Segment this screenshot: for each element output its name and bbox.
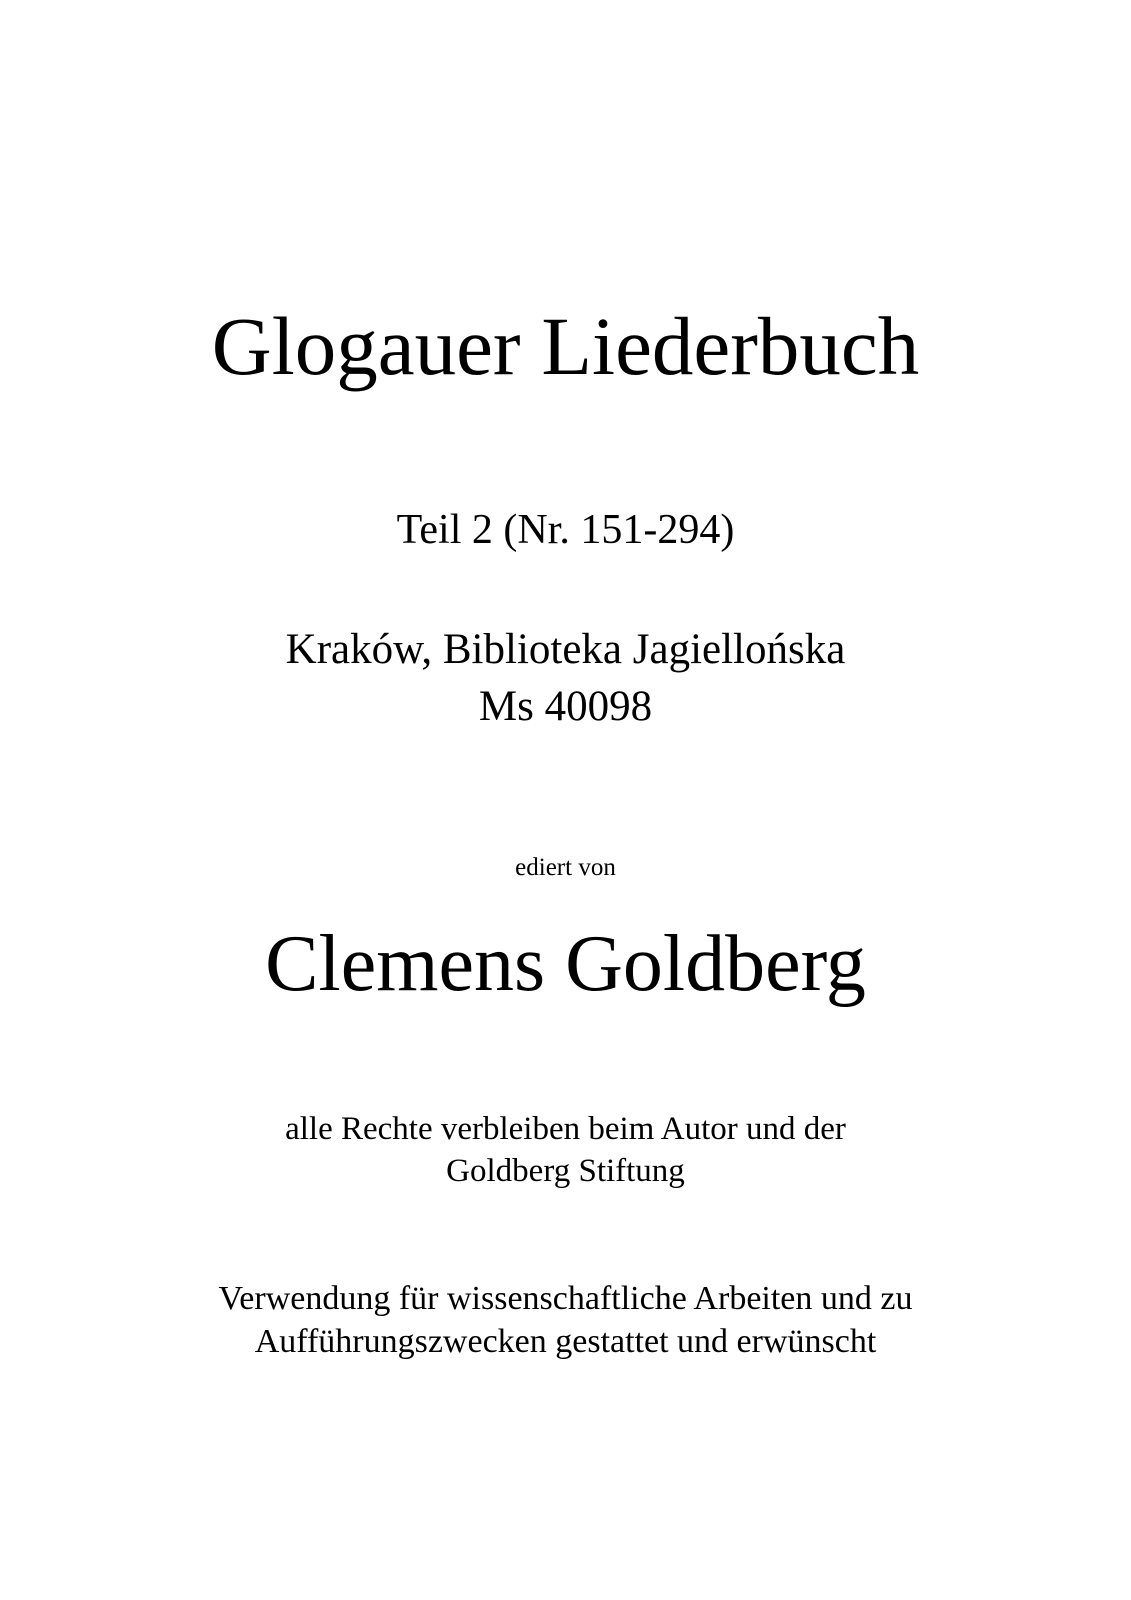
source-shelfmark: Ms 40098 bbox=[478, 683, 653, 730]
document-title: Glogauer Liederbuch bbox=[211, 300, 920, 392]
part-subtitle: Teil 2 (Nr. 151-294) bbox=[396, 507, 735, 553]
edited-by-label: ediert von bbox=[515, 854, 616, 881]
rights-notice-line-2: Goldberg Stiftung bbox=[446, 1153, 685, 1189]
rights-notice-line-1: alle Rechte verbleiben beim Autor und der bbox=[285, 1111, 846, 1147]
usage-notice-line-1: Verwendung für wissenschaftliche Arbeiten und zu bbox=[218, 1280, 913, 1317]
source-library: Kraków, Biblioteka Jagiellońska bbox=[285, 626, 846, 673]
editor-name: Clemens Goldberg bbox=[265, 920, 866, 1008]
usage-notice-line-2: Aufführungszwecken gestattet und erwünscht bbox=[254, 1323, 877, 1360]
